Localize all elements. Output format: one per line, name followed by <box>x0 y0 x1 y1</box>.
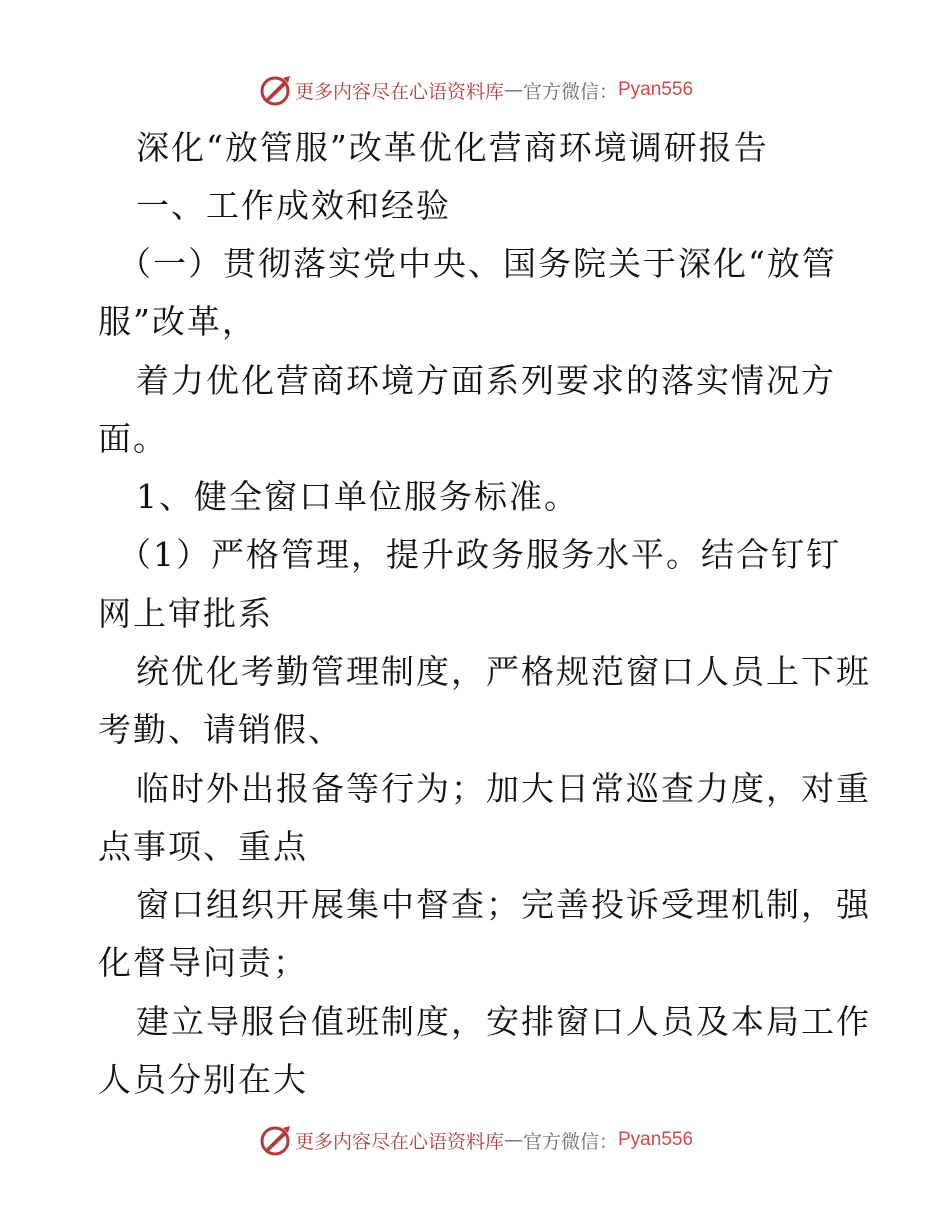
quill-pen-icon <box>257 1122 293 1158</box>
header-watermark-banner <box>0 70 950 110</box>
paragraph-line: 临时外出报备等行为；加大日常巡查力度，对重 <box>136 769 871 808</box>
document-title: 深化“放管服”改革优化营商环境调研报告 <box>136 128 769 167</box>
paragraph-line: 1、健全窗口单位服务标准。 <box>136 477 579 516</box>
footer-watermark-banner <box>0 1120 950 1160</box>
paragraph-line: 着力优化营商环境方面系列要求的落实情况方 <box>136 361 836 400</box>
paragraph-line: 服”改革， <box>98 302 257 341</box>
banner-dash: — <box>503 79 523 101</box>
banner-contact-id: Pyan556 <box>618 79 694 100</box>
paragraph-line: 人员分别在大 <box>98 1060 308 1099</box>
paragraph-line: 建立导服台值班制度，安排窗口人员及本局工作 <box>136 1002 871 1041</box>
paragraph-line: 考勤、请销假、 <box>98 710 343 749</box>
quill-pen-icon <box>257 72 293 108</box>
paragraph-line: 网上审批系 <box>98 594 273 633</box>
banner-contact-label: 官方微信： <box>522 1130 618 1153</box>
paragraph-line: （一）贯彻落实党中央、国务院关于深化“放管 <box>118 244 837 283</box>
paragraph-line: 统优化考勤管理制度，严格规范窗口人员上下班 <box>136 652 871 691</box>
banner-contact-label: 官方微信： <box>522 80 618 103</box>
paragraph-line: 化督导问责； <box>98 943 308 982</box>
banner-site-text: 更多内容尽在心语资料库 <box>294 1130 504 1153</box>
section-heading: 一、工作成效和经验 <box>136 186 451 225</box>
paragraph-line: 面。 <box>98 419 168 458</box>
banner-contact-id: Pyan556 <box>618 1129 694 1150</box>
banner-site-text: 更多内容尽在心语资料库 <box>294 80 504 103</box>
paragraph-line: 点事项、重点 <box>98 827 308 866</box>
paragraph-line: （1）严格管理，提升政务服务水平。结合钉钉 <box>118 535 841 574</box>
paragraph-line: 窗口组织开展集中督查；完善投诉受理机制，强 <box>136 885 871 924</box>
banner-dash: — <box>503 1129 523 1151</box>
